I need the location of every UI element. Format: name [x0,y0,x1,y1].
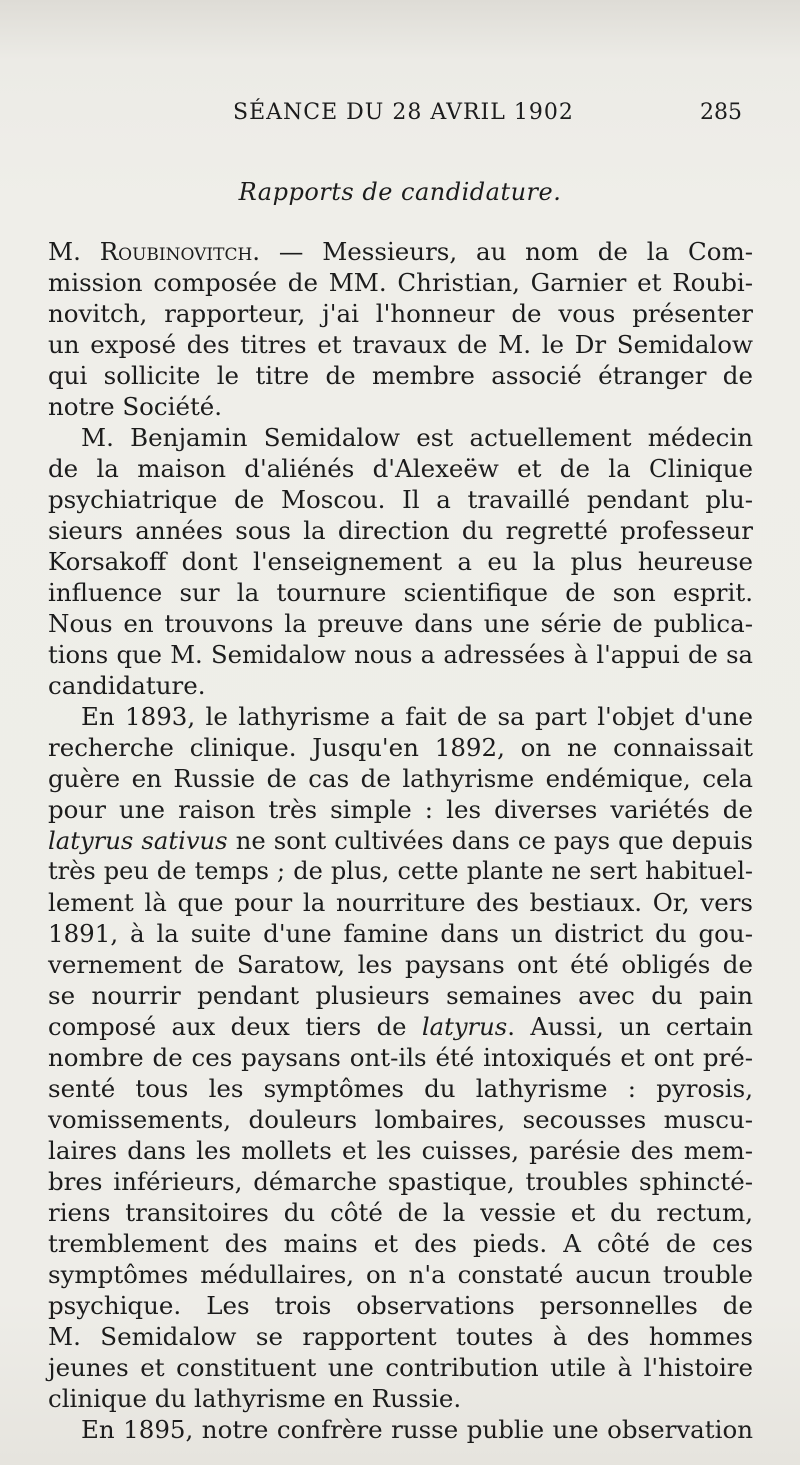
text-line: composé aux deux tiers de latyrus. Aussi, un certain [48,1012,753,1041]
text-line: psychiatrique de Moscou. Il a travaillé pendant plu- [48,485,753,514]
text-line: latyrus sativus ne sont cultivées dans ce pays que depuis [48,826,753,855]
text-line: tions que M. Semidalow nous a adressées à l'appui de sa [48,640,753,669]
text-line: jeunes et constituent une contribution utile à l'histoire [48,1353,753,1382]
text-line: lement là que pour la nourriture des bestiaux. Or, vers [48,888,753,917]
text-line: qui sollicite le titre de membre associé étranger de [48,361,753,390]
text-line: senté tous les symptômes du lathyrisme : pyrosis, [48,1074,753,1103]
text-line: novitch, rapporteur, j'ai l'honneur de vous présenter [48,299,753,328]
text-line: recherche clinique. Jusqu'en 1892, on ne connaissait [48,733,753,762]
page-header [0,100,800,134]
text-line: Nous en trouvons la preuve dans une série de publica- [48,609,753,638]
text-line: tremblement des mains et des pieds. A côté de ces [48,1229,753,1258]
text-line: M. Benjamin Semidalow est actuellement médecin [81,423,753,452]
text-line: M. Semidalow se rapportent toutes à des hommes [48,1322,753,1351]
text-line: psychique. Les trois observations personnelles de [48,1291,753,1320]
running-head: SÉANCE DU 28 AVRIL 1902 [233,100,574,125]
text-line: guère en Russie de cas de lathyrisme endémique, cela [48,764,753,793]
page-number: 285 [700,100,742,125]
text-line: clinique du lathyrisme en Russie. [48,1384,462,1413]
text-line: nombre de ces paysans ont-ils été intoxiqués et ont pré- [48,1043,753,1072]
text-line: laires dans les mollets et les cuisses, parésie des mem- [48,1136,753,1165]
text-line: bres inférieurs, démarche spastique, troubles sphincté- [48,1167,753,1196]
text-line: un exposé des titres et travaux de M. le Dr Semidalow [48,330,753,359]
text-line: très peu de temps ; de plus, cette plante ne sert habituel- [48,857,753,885]
text-line: mission composée de MM. Christian, Garnier et Roubi- [48,268,753,297]
text-line: candidature. [48,671,206,700]
text-line: 1891, à la suite d'une famine dans un district du gou- [48,919,753,948]
text-line: M. Roubinovitch. — Messieurs, au nom de la Com- [48,237,753,266]
section-title: Rapports de candidature. [238,178,562,206]
text-line: En 1893, le lathyrisme a fait de sa part l'objet d'une [81,702,753,731]
text-line: vernement de Saratow, les paysans ont été obligés de [48,950,753,979]
text-line: pour une raison très simple : les diverses variétés de [48,795,753,824]
text-line: symptômes médullaires, on n'a constaté aucun trouble [48,1260,753,1289]
text-line: Korsakoff dont l'enseignement a eu la plus heureuse [48,547,753,576]
text-line: En 1895, notre confrère russe publie une observation [81,1415,753,1444]
text-line: notre Société. [48,392,223,421]
text-line: riens transitoires du côté de la vessie et du rectum, [48,1198,753,1227]
text-line: vomissements, douleurs lombaires, secousses muscu- [48,1105,753,1134]
body-text [48,236,753,1445]
text-line: de la maison d'aliénés d'Alexeëw et de la Clinique [48,454,753,483]
text-line: influence sur la tournure scientifique de son esprit. [48,578,753,607]
text-line: se nourrir pendant plusieurs semaines avec du pain [48,981,753,1010]
text-line: sieurs années sous la direction du regretté professeur [48,516,753,545]
